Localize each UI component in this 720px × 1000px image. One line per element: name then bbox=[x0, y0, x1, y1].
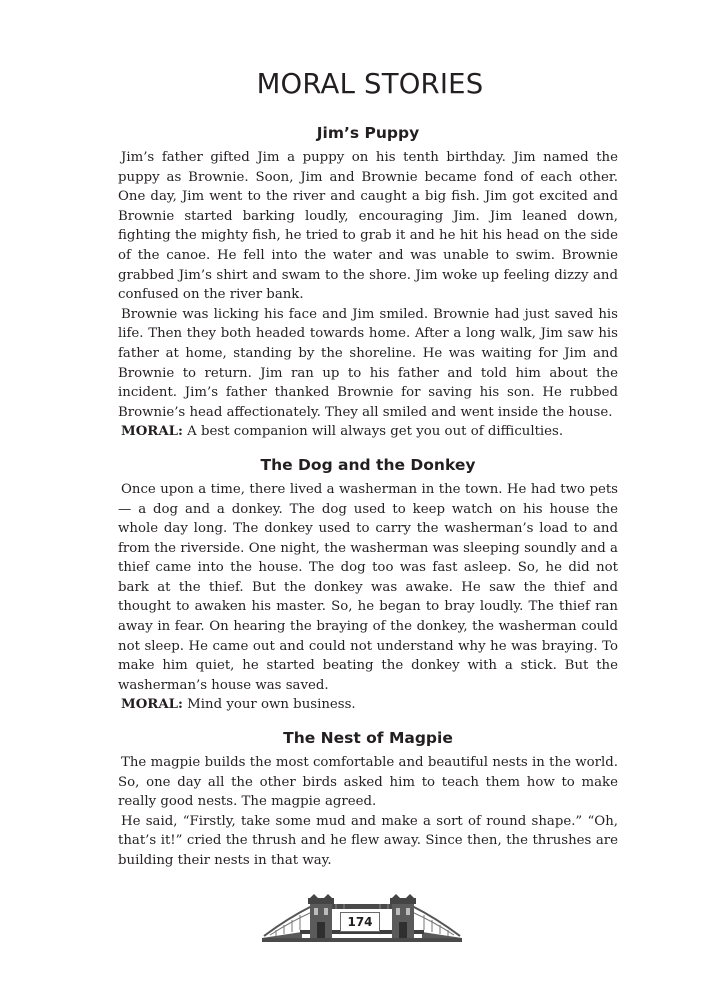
story-heading: The Nest of Magpie bbox=[283, 729, 453, 748]
page-footer bbox=[262, 894, 462, 950]
moral-line bbox=[118, 695, 618, 715]
page-number: 174 bbox=[340, 912, 380, 932]
page-title: MORAL STORIES bbox=[256, 68, 484, 100]
story-paragraph: He said, “Firstly, take some mud and make a sort of round shape.” “Oh, that’s it!” cried the thrush and he flew away. Since then, the thrushes are building their nests in that way. bbox=[118, 813, 618, 868]
story-dog-and-donkey bbox=[118, 454, 618, 715]
story-heading: Jim’s Puppy bbox=[316, 124, 420, 142]
moral-line bbox=[118, 422, 618, 442]
story-paragraph: Once upon a time, there lived a washerman in the town. He had two pets — a dog and a donkey. The dog used to keep watch on his house the whole day long. The donkey used to carry the washerman’s load to and from the riverside. One night, the washerman was sleeping soundly and a thief came into the house. The dog too was fast asleep. So, he did not bark at the thief. But the donkey was awake. He saw the thief and thought to awaken his master. So, he began to bray loudly. The thief ran away in fear. On hearing the braying of the donkey, the washerman could not sleep. He came out and could not understand why he was braying. To make him quiet, he started beating the donkey with a stick. But the washerman’s house was saved. bbox=[118, 481, 618, 693]
story-paragraph: Brownie was licking his face and Jim smiled. Brownie had just saved his life. Then they both headed towards home. After a long walk, Jim saw his father at home, standing by the shoreline. He was waiting for Jim and Brownie to return. Jim ran up to his father and told him about the incident. Jim’s father thanked Brownie for saving his son. He rubbed Brownie’s head affectionately. They all smiled and went inside the house. bbox=[118, 306, 618, 420]
story-nest-of-magpie bbox=[118, 727, 618, 871]
story-paragraph: Jim’s father gifted Jim a puppy on his tenth birthday. Jim named the puppy as Brownie. Soon, Jim and Brownie became fond of each other. One day, Jim went to the river and caught a big fish. Jim got excited and Brownie started barking loudly, encouraging Jim. Jim leaned down, fighting the mighty fish, he tried to grab it and he hit his head on the side of the canoe. He fell into the water and was unable to swim. Brownie grabbed Jim’s shirt and swam to the shore. Jim woke up feeling dizzy and confused on the river bank. bbox=[118, 150, 618, 303]
moral-label: MORAL: bbox=[121, 697, 183, 713]
story-paragraph: The magpie builds the most comfortable and beautiful nests in the world. So, one day all the other birds asked him to teach them how to make really good nests. The magpie agreed. bbox=[118, 755, 618, 810]
story-jims-puppy bbox=[118, 122, 618, 442]
moral-label: MORAL: bbox=[121, 424, 183, 440]
moral-text: A best companion will always get you out of difficulties. bbox=[182, 424, 564, 440]
page-content bbox=[118, 60, 618, 871]
moral-text: Mind your own business. bbox=[182, 697, 356, 713]
story-heading: The Dog and the Donkey bbox=[260, 455, 476, 474]
